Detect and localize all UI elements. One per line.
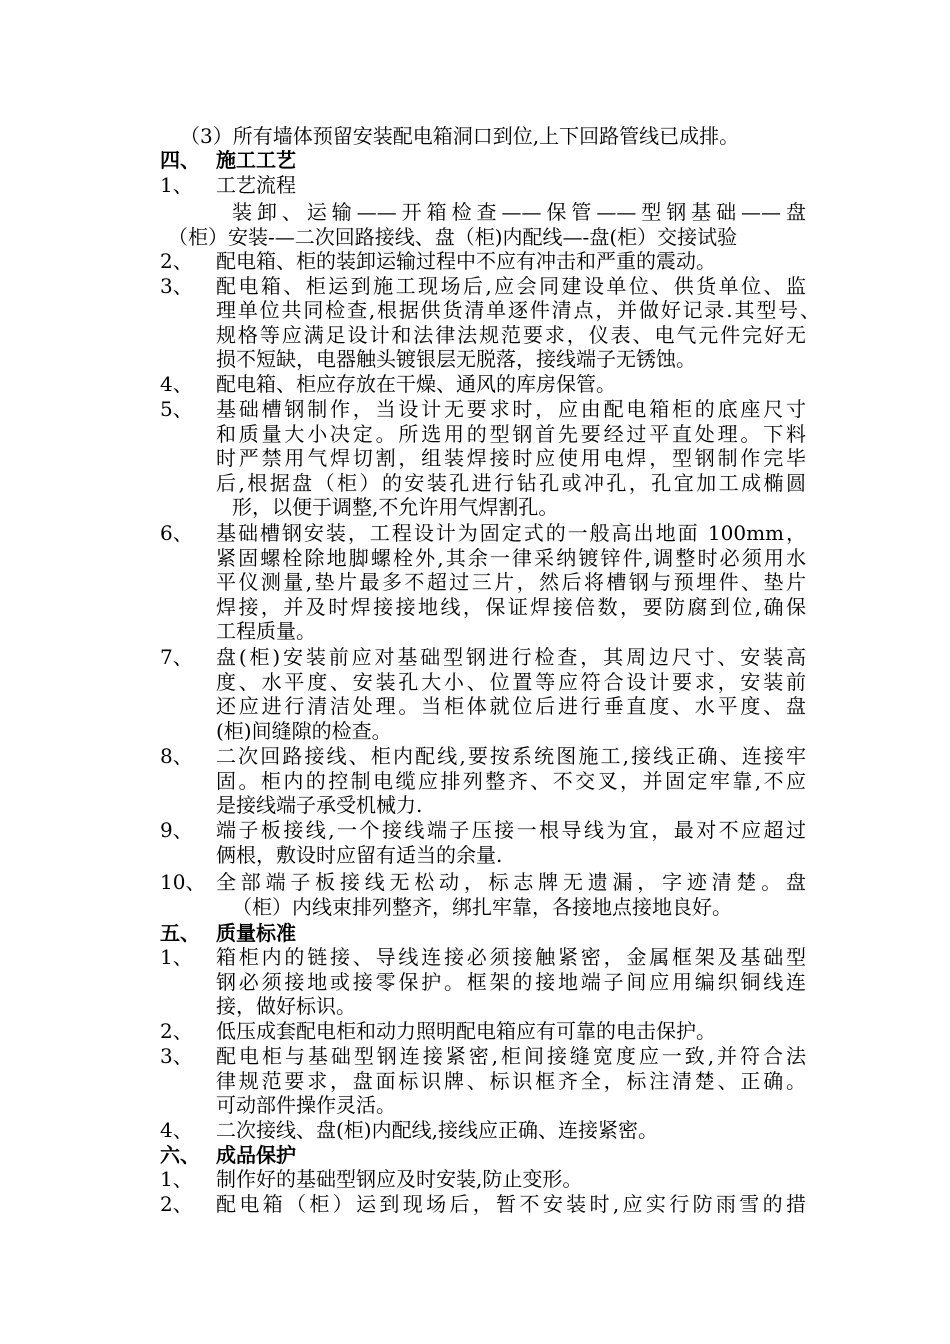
item-line: 盘(柜)安装前应对基础型钢进行检查，其周边尺寸、安装高 bbox=[216, 645, 806, 669]
process-flow-line: （柜）安装-—二次回路接线、盘（柜)内配线—-盘(柜）交接试验 bbox=[168, 225, 738, 249]
item-number: 10、 bbox=[160, 870, 206, 894]
item-number: 9、 bbox=[160, 818, 193, 842]
item-line: 全部端子板接线无松动，标志牌无遗漏，字迹清楚。盘 bbox=[216, 870, 806, 894]
item-number: 2、 bbox=[160, 1192, 193, 1216]
intro-line: （3）所有墙体预留安装配电箱洞口到位,上下回路管线已成排。 bbox=[180, 124, 740, 148]
item-line: 箱柜内的链接、导线连接必须接触紧密，金属框架及基础型 bbox=[216, 945, 806, 969]
item-line: 理单位共同检查,根据供货清单逐件清点，并做好记录.其型号、 bbox=[216, 298, 820, 322]
item-line: 配电箱、柜运到施工现场后,应会同建设单位、供货单位、监 bbox=[216, 274, 806, 298]
item-number: 1、 bbox=[160, 945, 193, 969]
item-number: 1、 bbox=[160, 1167, 193, 1191]
item-number: 8、 bbox=[160, 744, 193, 768]
item-line: 律规范要求，盘面标识牌、标识框齐全，标注清楚、正确。 bbox=[216, 1069, 806, 1093]
item-number: 4、 bbox=[160, 1118, 193, 1142]
section-5-number: 五、 bbox=[160, 921, 200, 945]
item-line: 配电柜与基础型钢连接紧密,柜间接缝宽度应一致,并符合法 bbox=[216, 1044, 806, 1068]
item-number: 5、 bbox=[160, 397, 193, 421]
section-6-number: 六、 bbox=[160, 1143, 200, 1167]
item-line: 紧固螺栓除地脚螺栓外,其余一律采纳镀锌件,调整时必须用水 bbox=[216, 546, 806, 570]
section-6-title: 成品保护 bbox=[216, 1143, 296, 1167]
item-line: 时严禁用气焊切割，组装焊接时应使用电焊，型钢制作完毕 bbox=[216, 446, 806, 470]
item-line: 和质量大小决定。所选用的型钢首先要经过平直处理。下料 bbox=[216, 422, 806, 446]
item-line: 是接线端子承受机械力. bbox=[216, 793, 423, 817]
item-line: 二次接线、盘(柜)内配线,接线应正确、连接紧密。 bbox=[216, 1118, 658, 1142]
item-line: （柜）内线束排列整齐，绑扎牢靠，各接地点接地良好。 bbox=[232, 895, 732, 919]
item-line: 钢必须接地或接零保护。框架的接地端子间应用编织铜线连 bbox=[216, 970, 806, 994]
item-line: 配电箱、柜应存放在干燥、通风的库房保管。 bbox=[216, 372, 616, 396]
item-number: 6、 bbox=[160, 521, 193, 545]
item-line: 低压成套配电柜和动力照明配电箱应有可靠的电击保护。 bbox=[216, 1019, 716, 1043]
item-line: 损不短缺，电器触头镀银层无脱落，接线端子无锈蚀。 bbox=[216, 347, 696, 371]
item-line: 规格等应满足设计和法律法规范要求，仪表、电气元件完好无 bbox=[216, 323, 806, 347]
item-line: (柜)间缝隙的检查。 bbox=[216, 719, 392, 743]
section-4-title: 施工工艺 bbox=[216, 148, 296, 172]
item-line: 接，做好标识。 bbox=[216, 994, 356, 1018]
item-line: 固。柜内的控制电缆应排列整齐、不交叉，并固定牢靠,不应 bbox=[216, 769, 806, 793]
item-line: 还应进行清洁处理。当柜体就位后进行垂直度、水平度、盘 bbox=[216, 694, 806, 718]
item-line: 配电箱（柜）运到现场后，暂不安装时,应实行防雨雪的措 bbox=[216, 1192, 806, 1216]
item-line: 平仪测量,垫片最多不超过三片，然后将槽钢与预埋件、垫片 bbox=[216, 570, 806, 594]
item-line: 工程质量。 bbox=[216, 619, 316, 643]
item-line: 二次回路接线、柜内配线,要按系统图施工,接线正确、连接牢 bbox=[216, 744, 806, 768]
item-line: 端子板接线,一个接线端子压接一根导线为宜，最对不应超过 bbox=[216, 818, 806, 842]
item-number: 1、 bbox=[160, 173, 193, 197]
section-5-title: 质量标准 bbox=[216, 921, 296, 945]
item-line: 可动部件操作灵活。 bbox=[216, 1093, 396, 1117]
item-line: 制作好的基础型钢应及时安装,防止变形。 bbox=[216, 1167, 583, 1191]
item-line: 焊接，并及时焊接接地线，保证焊接倍数，要防腐到位,确保 bbox=[216, 595, 806, 619]
item-number: 3、 bbox=[160, 1044, 193, 1068]
item-line: 工艺流程 bbox=[216, 173, 296, 197]
item-number: 7、 bbox=[160, 645, 193, 669]
section-4-number: 四、 bbox=[160, 148, 200, 172]
item-line: 俩根，敷设时应留有适当的余量. bbox=[216, 843, 503, 867]
item-line: 基础槽钢制作，当设计无要求时，应由配电箱柜的底座尺寸 bbox=[216, 397, 806, 421]
item-number: 2、 bbox=[160, 249, 193, 273]
item-number: 2、 bbox=[160, 1019, 193, 1043]
item-number: 3、 bbox=[160, 274, 193, 298]
item-line: 形，以便于调整,不允许用气焊割孔。 bbox=[232, 495, 559, 519]
item-line: 后,根据盘（柜）的安装孔进行钻孔或冲孔，孔宜加工成椭圆 bbox=[216, 471, 806, 495]
item-line: 度、水平度、安装孔大小、位置等应符合设计要求，安装前 bbox=[216, 670, 806, 694]
item-number: 4、 bbox=[160, 372, 193, 396]
item-line: 配电箱、柜的装卸运输过程中不应有冲击和严重的震动。 bbox=[216, 249, 716, 273]
item-line: 基础槽钢安装，工程设计为固定式的一般高出地面 100mm， bbox=[216, 521, 806, 545]
process-flow-line: 装卸、运输——开箱检查——保管——型钢基础——盘 bbox=[232, 200, 806, 224]
